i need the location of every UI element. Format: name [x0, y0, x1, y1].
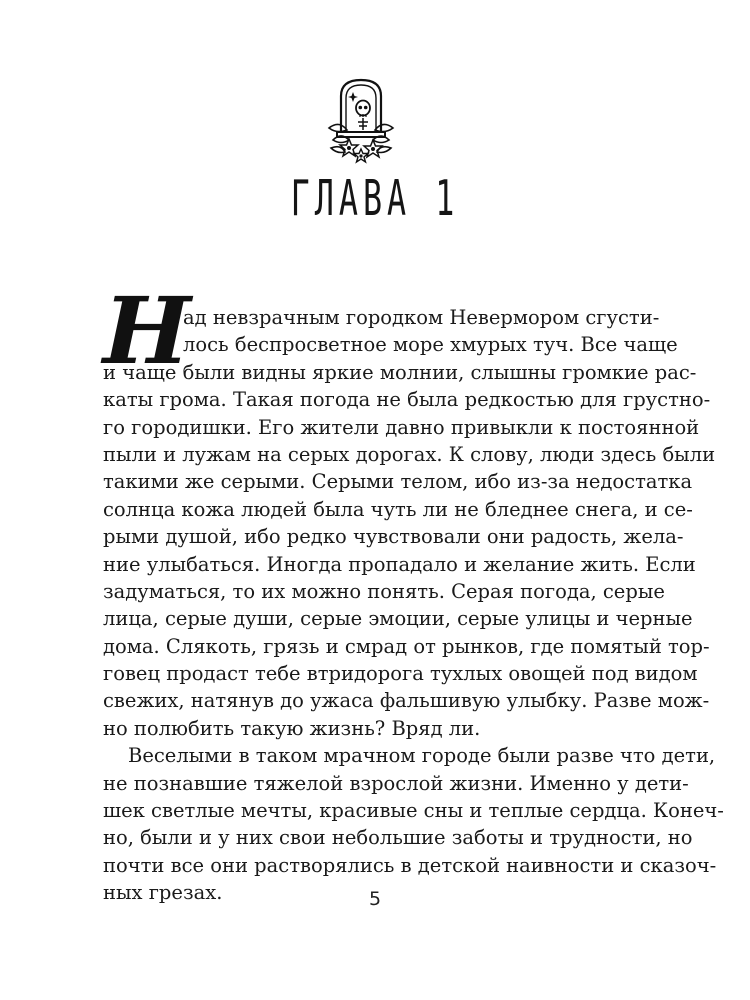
text-line: свежих, натянув до ужаса фальшивую улыбку. Разве мож-: [103, 689, 710, 713]
text-line: лось беспросветное море хмурых туч. Все чаще: [183, 333, 678, 357]
text-line: солнца кожа людей была чуть ли не бледнее снега, и се-: [103, 497, 693, 521]
page-number: 5: [368, 888, 382, 910]
text-line: ных грезах.: [103, 881, 223, 905]
text-line: пыли и лужам на серых дорогах. К слову, люди здесь были: [103, 442, 716, 466]
text-line: и чаще были видны яркие молнии, слышны громкие рас-: [103, 360, 697, 384]
text-line: Веселыми в таком мрачном городе были разве что дети,: [128, 744, 716, 768]
text-line: го городишки. Его жители давно привыкли к постоянной: [103, 415, 700, 439]
text-line: лица, серые души, серые эмоции, серые улицы и черные: [103, 607, 693, 631]
text-line: не познавшие тяжелой взрослой жизни. Именно у дети-: [103, 771, 689, 795]
text-line: почти все они растворялись в детской наивности и сказоч-: [103, 853, 717, 877]
chapter-text: [91, 277, 724, 907]
text-line: ад невзрачным городком Невермором сгусти-: [183, 306, 660, 329]
text-line: дома. Слякоть, грязь и смрад от рынков, где помятый тор-: [103, 634, 710, 658]
text-line: каты грома. Такая погода не была редкостью для грустно-: [103, 388, 711, 412]
text-line: задуматься, то их можно понять. Серая погода, серые: [103, 579, 665, 603]
text-line: но, были и у них свои небольшие заботы и трудности, но: [103, 826, 693, 850]
text-line: говец продаст тебе втридорога тухлых овощей под видом: [103, 662, 698, 686]
text-line: но полюбить такую жизнь? Вряд ли.: [103, 716, 481, 740]
text-line: ние улыбаться. Иногда пропадало и желание жить. Если: [103, 552, 696, 576]
text-line: шек светлые мечты, красивые сны и теплые сердца. Конеч-: [103, 799, 724, 823]
text-line: рыми душой, ибо редко чувствовали они радость, жела-: [103, 525, 684, 549]
tombstone-skull-flower-icon: [325, 74, 397, 166]
text-line: такими же серыми. Серыми телом, ибо из-за недостатка: [103, 470, 693, 494]
drop-cap: Н: [91, 277, 202, 385]
chapter-title: ГЛАВА 1: [290, 170, 460, 228]
